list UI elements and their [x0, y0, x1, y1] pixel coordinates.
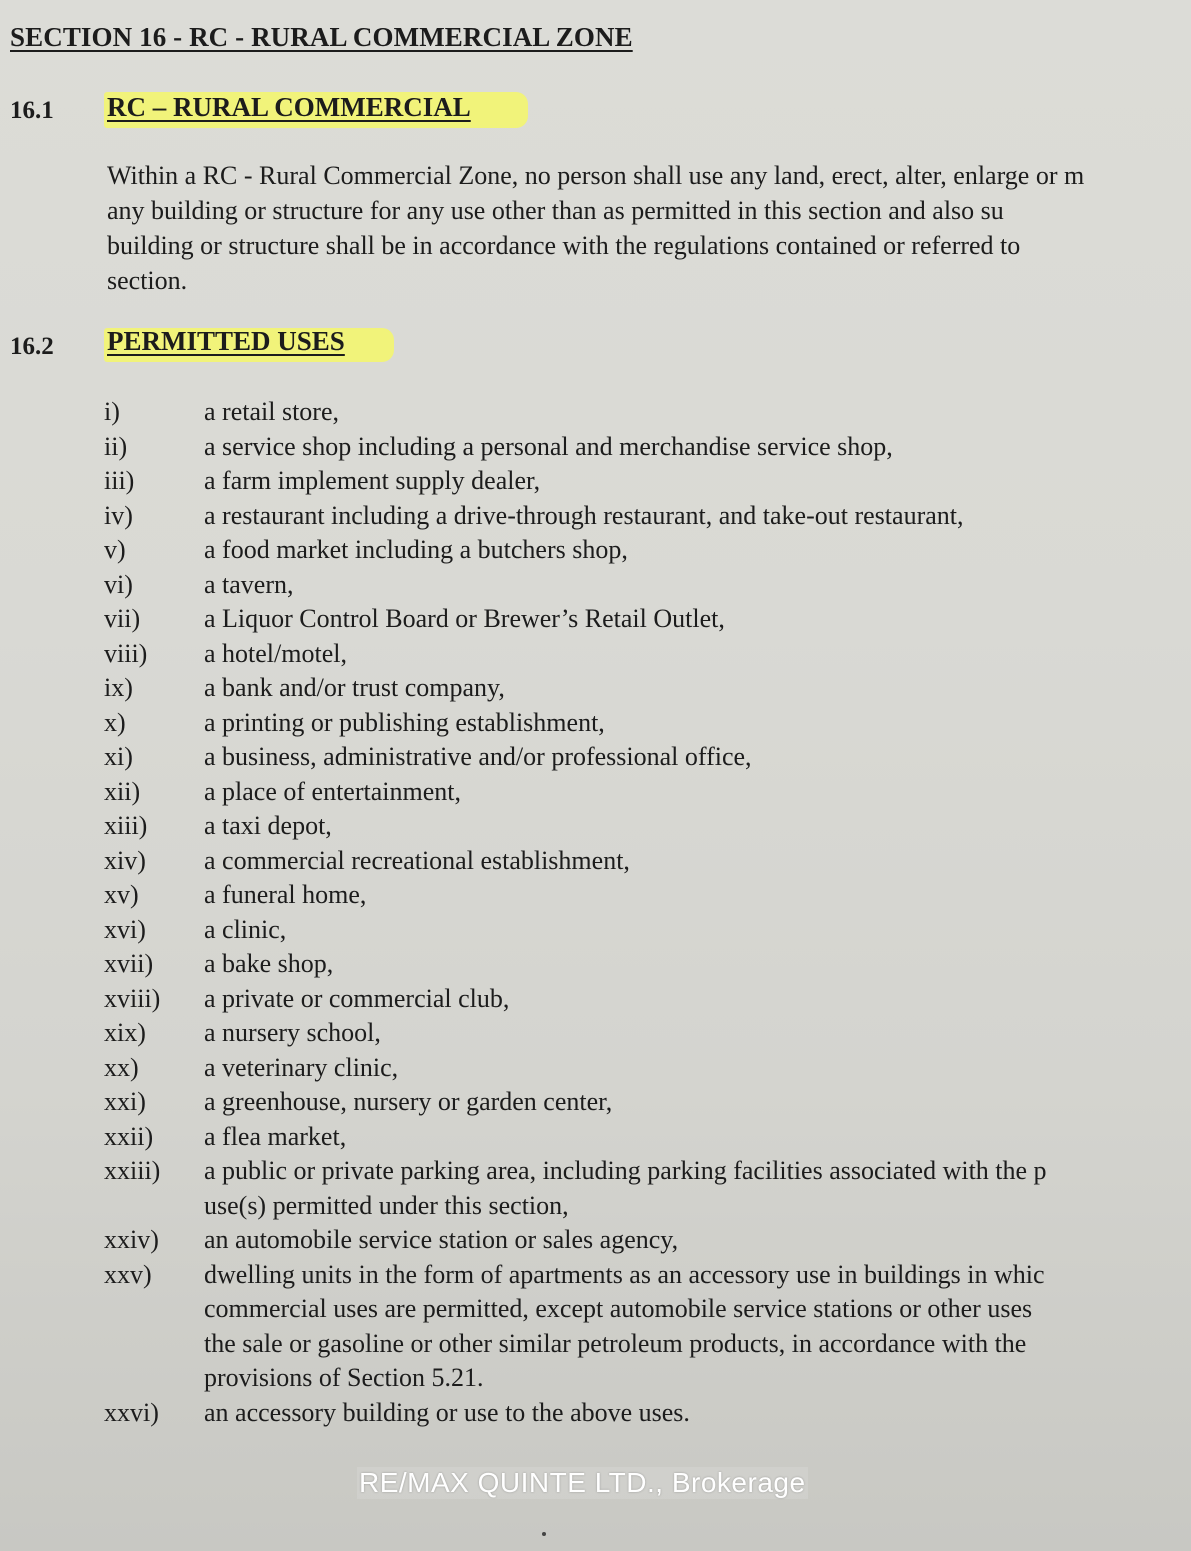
item-text: a hotel/motel,: [204, 638, 347, 668]
subsection-number-16-1: 16.1: [10, 97, 54, 124]
list-item: [104, 602, 1191, 637]
list-item: [104, 568, 1191, 603]
list-item: [104, 1016, 1191, 1051]
item-text: a flea market,: [204, 1121, 347, 1151]
list-item: [104, 982, 1191, 1017]
paragraph-line: section.: [107, 266, 188, 295]
item-text: a restaurant including a drive-through restaurant, and take-out restaurant,: [204, 500, 964, 530]
permitted-uses-list: [104, 395, 1191, 1430]
list-item: [104, 740, 1191, 775]
item-number: ix): [104, 673, 133, 702]
subsection-title-rural-commercial: RC – RURAL COMMERCIAL: [107, 92, 471, 122]
list-item: [104, 637, 1191, 672]
item-number: xiii): [104, 811, 148, 840]
item-text: a food market including a butchers shop,: [204, 535, 628, 564]
item-text: a Liquor Control Board or Brewer’s Retail Outlet,: [204, 604, 725, 633]
item-number: xiv): [104, 845, 146, 875]
item-number: xx): [104, 1052, 139, 1082]
item-number: xviii): [104, 983, 161, 1013]
item-text: a clinic,: [204, 914, 287, 944]
item-number: xv): [104, 880, 139, 909]
item-text: a veterinary clinic,: [204, 1052, 399, 1082]
item-number: xxiii): [104, 1156, 161, 1185]
item-text: a taxi depot,: [204, 811, 332, 840]
list-item: [104, 464, 1191, 499]
section-heading: SECTION 16 - RC - RURAL COMMERCIAL ZONE: [10, 22, 633, 52]
item-text: commercial uses are permitted, except automobile service stations or other uses: [204, 1294, 1033, 1323]
list-item: [104, 809, 1191, 844]
item-number: vi): [104, 569, 133, 599]
list-item: [104, 878, 1191, 913]
list-item: [104, 430, 1191, 465]
item-number: xxi): [104, 1087, 146, 1116]
list-item: [104, 844, 1191, 879]
list-item: [104, 1085, 1191, 1120]
list-item: [104, 1223, 1191, 1258]
list-item: [104, 706, 1191, 741]
item-number: x): [104, 707, 126, 737]
item-text: a bank and/or trust company,: [204, 673, 505, 702]
paragraph-line: building or structure shall be in accordance with the regulations contained or referred to: [107, 231, 1021, 260]
item-number: xxvi): [104, 1397, 159, 1427]
item-number: iv): [104, 500, 133, 530]
item-number: v): [104, 535, 126, 564]
item-number: vii): [104, 604, 141, 633]
list-item: [104, 1154, 1191, 1223]
item-number: i): [104, 397, 120, 426]
subsection-number-16-2: 16.2: [10, 333, 54, 360]
item-text: dwelling units in the form of apartments as an accessory use in buildings in whic: [204, 1259, 1045, 1289]
list-item: [104, 913, 1191, 948]
item-text: a service shop including a personal and merchandise service shop,: [204, 431, 893, 461]
list-item: [104, 499, 1191, 534]
list-item: [104, 1120, 1191, 1155]
list-item: [104, 1396, 1191, 1431]
item-number: xvi): [104, 914, 146, 944]
list-item: [104, 775, 1191, 810]
item-text: a nursery school,: [204, 1018, 381, 1047]
item-number: xxii): [104, 1121, 154, 1151]
item-number: ii): [104, 431, 128, 461]
item-text: provisions of Section 5.21.: [204, 1363, 484, 1392]
item-text: a tavern,: [204, 569, 294, 599]
item-number: xvii): [104, 949, 154, 978]
item-text: a commercial recreational establishment,: [204, 845, 630, 875]
item-text: a business, administrative and/or professional office,: [204, 742, 752, 771]
item-number: xix): [104, 1018, 146, 1047]
paragraph-line: Within a RC - Rural Commercial Zone, no person shall use any land, erect, alter, enlarge or m: [107, 161, 1085, 190]
speck-mark: [542, 1532, 546, 1536]
item-number: xi): [104, 742, 133, 771]
paragraph-line: any building or structure for any use other than as permitted in this section and also su: [107, 196, 1004, 225]
item-text: a bake shop,: [204, 949, 334, 978]
list-item: [104, 1258, 1191, 1396]
item-text: a private or commercial club,: [204, 983, 510, 1013]
item-text: use(s) permitted under this section,: [204, 1190, 569, 1220]
item-number: xii): [104, 776, 141, 806]
list-item: [104, 1051, 1191, 1086]
item-text: a retail store,: [204, 397, 339, 426]
subsection-title-permitted-uses: PERMITTED USES: [107, 326, 345, 356]
list-item: [104, 533, 1191, 568]
item-number: viii): [104, 638, 148, 668]
item-text: an automobile service station or sales agency,: [204, 1225, 679, 1254]
list-item: [104, 671, 1191, 706]
item-number: xxv): [104, 1259, 152, 1289]
item-text: the sale or gasoline or other similar petroleum products, in accordance with the: [204, 1328, 1027, 1358]
item-text: a printing or publishing establishment,: [204, 707, 605, 737]
list-item: [104, 947, 1191, 982]
brokerage-watermark: RE/MAX QUINTE LTD., Brokerage: [359, 1467, 806, 1498]
item-number: iii): [104, 466, 135, 495]
item-text: a greenhouse, nursery or garden center,: [204, 1087, 613, 1116]
item-number: xxiv): [104, 1225, 159, 1254]
item-text: a public or private parking area, including parking facilities associated with the p: [204, 1156, 1047, 1185]
item-text: an accessory building or use to the above uses.: [204, 1397, 690, 1427]
zone-paragraph: [107, 158, 1191, 298]
item-text: a farm implement supply dealer,: [204, 466, 541, 495]
item-text: a place of entertainment,: [204, 776, 461, 806]
item-text: a funeral home,: [204, 880, 367, 909]
list-item: [104, 395, 1191, 430]
